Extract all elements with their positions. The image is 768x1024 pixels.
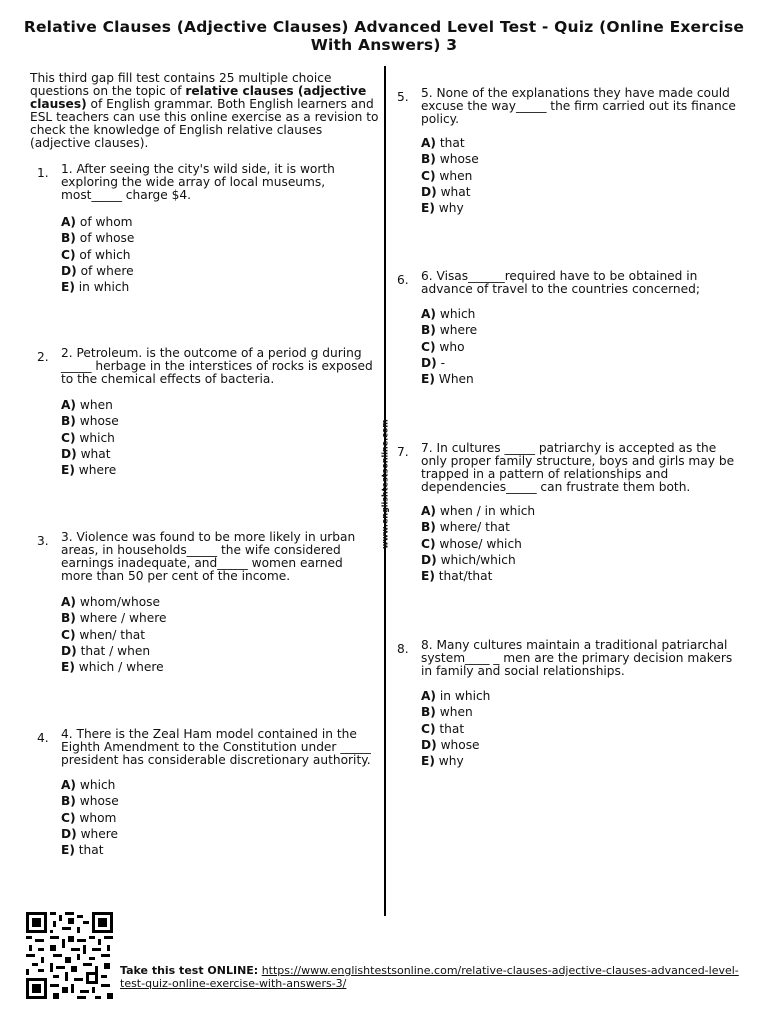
question-number: 1. <box>37 166 49 180</box>
option-b[interactable]: B) where <box>421 323 478 338</box>
option-b[interactable]: B) where / where <box>61 611 167 626</box>
option-a[interactable]: A) whom/whose <box>61 595 161 609</box>
option-list <box>421 135 479 216</box>
intro-paragraph <box>30 72 380 150</box>
option-list <box>421 306 477 387</box>
question-text: 3. Violence was found to be more likely in urban areas, in households_____ the wife considered earnings inadequate, and_____ women earned more than 50 per cent of the income. <box>61 530 356 583</box>
option-a[interactable]: A) that <box>421 136 465 150</box>
intro-text-2: of English grammar. Both English learners and ESL teachers can use this online exercise as a revision to check the knowledge of English relative clauses (adjective clauses). <box>30 97 379 150</box>
intro-topic: relative clauses (adjective clauses) <box>30 84 367 111</box>
option-d[interactable]: D) which/which <box>421 552 516 567</box>
question-text: 5. None of the explanations they have made could excuse the way_____ the firm carried out its finance policy. <box>421 86 736 126</box>
option-list <box>61 397 119 478</box>
option-c[interactable]: C) when/ that <box>61 627 146 642</box>
option-b[interactable]: B) whose <box>61 794 119 809</box>
question-number: 4. <box>37 731 49 745</box>
question-number: 7. <box>397 445 409 459</box>
option-list <box>61 594 166 675</box>
option-d[interactable]: D) what <box>61 446 111 461</box>
option-b[interactable]: B) of whose <box>61 231 135 246</box>
question-text: 4. There is the Zeal Ham model contained in the Eighth Amendment to the Constitution under _____ president has considerable discretionary authority. <box>61 727 371 767</box>
option-e[interactable]: E) which / where <box>61 660 164 675</box>
option-c[interactable]: C) which <box>61 430 115 445</box>
question-number: 8. <box>397 642 409 656</box>
question-number: 3. <box>37 534 49 548</box>
question-text: 2. Petroleum. is the outcome of a period g during _____ herbage in the interstices of rocks is exposed to the chemical effects of bacteria. <box>61 346 373 386</box>
option-c[interactable]: C) when <box>421 168 473 183</box>
option-d[interactable]: D) what <box>421 184 471 199</box>
page-title: Relative Clauses (Adjective Clauses) Advanced Level Test - Quiz (Online Exercise With Answers) 3 <box>23 18 745 54</box>
option-a[interactable]: A) in which <box>421 689 491 703</box>
question-text: 8. Many cultures maintain a traditional patriarchal system____ _ men are the primary decision makers in family and social relationships. <box>421 638 733 678</box>
option-d[interactable]: D) whose <box>421 737 480 752</box>
question-text: 1. After seeing the city's wild side, it is worth exploring the wide array of local museums, most_____ charge $4. <box>61 162 335 202</box>
option-a[interactable]: A) when / in which <box>421 504 536 518</box>
option-c[interactable]: C) of which <box>61 247 131 262</box>
question-number: 5. <box>397 90 409 104</box>
option-list <box>61 214 134 295</box>
option-b[interactable]: B) where/ that <box>421 520 510 535</box>
option-e[interactable]: E) why <box>421 754 464 769</box>
option-e[interactable]: E) where <box>61 463 117 478</box>
test-online-link[interactable]: https://www.englishtestsonline.com/relative-clauses-adjective-clauses-advanced-level-test-quiz-online-exercise-with-answers-3/ <box>120 964 739 990</box>
option-d[interactable]: D) that / when <box>61 643 151 658</box>
option-list <box>61 777 119 858</box>
option-e[interactable]: E) in which <box>61 280 130 295</box>
option-b[interactable]: B) whose <box>61 414 119 429</box>
option-c[interactable]: C) whom <box>61 810 117 825</box>
footer <box>120 965 740 990</box>
option-c[interactable]: C) who <box>421 339 465 354</box>
option-a[interactable]: A) which <box>61 778 116 792</box>
option-d[interactable]: D) of where <box>61 263 134 278</box>
option-c[interactable]: C) that <box>421 721 465 736</box>
question-text: 6. Visas______required have to be obtained in advance of travel to the countries concerned; <box>421 269 700 296</box>
question-number: 6. <box>397 273 409 287</box>
option-a[interactable]: A) which <box>421 307 476 321</box>
option-c[interactable]: C) whose/ which <box>421 536 522 551</box>
option-e[interactable]: E) When <box>421 372 474 387</box>
intro-text-1: This third gap fill test contains 25 multiple choice questions on the topic of <box>30 71 332 98</box>
option-list <box>421 688 490 769</box>
option-d[interactable]: D) where <box>61 826 118 841</box>
option-list <box>421 503 535 584</box>
option-e[interactable]: E) that <box>61 843 104 858</box>
qr-code-icon[interactable] <box>26 912 113 999</box>
footer-label: Take this test ONLINE: <box>120 964 259 977</box>
question-number: 2. <box>37 350 49 364</box>
question-text: 7. In cultures _____ patriarchy is accepted as the only proper family structure, boys and girls may be trapped in a pattern of relationships and dependencies_____ can frustrate them both. <box>421 441 735 494</box>
option-b[interactable]: B) when <box>421 705 473 720</box>
option-e[interactable]: E) that/that <box>421 569 493 584</box>
option-e[interactable]: E) why <box>421 201 464 216</box>
side-url: www.englishtestsonline.com <box>380 419 390 549</box>
option-a[interactable]: A) when <box>61 398 113 412</box>
option-d[interactable]: D) - <box>421 355 445 370</box>
option-a[interactable]: A) of whom <box>61 215 133 229</box>
option-b[interactable]: B) whose <box>421 152 479 167</box>
